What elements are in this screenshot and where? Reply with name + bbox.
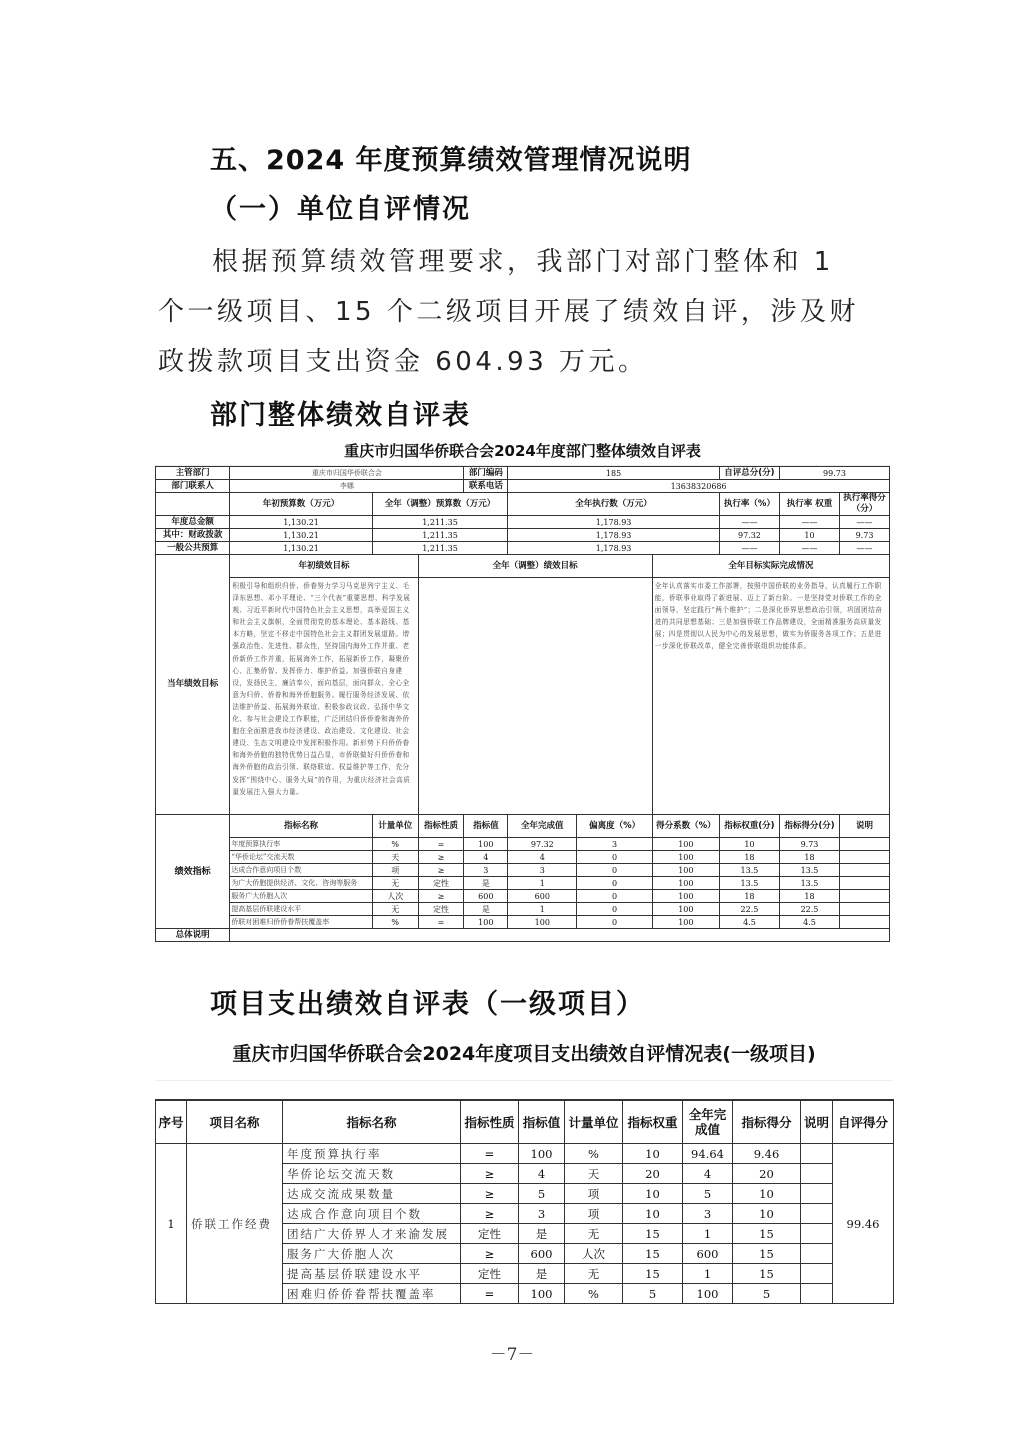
exec-weight-value: —— (779, 516, 839, 529)
indicator-name: 提高基层侨联建设水平 (230, 903, 373, 916)
indicator-nature: ≥ (418, 890, 464, 903)
indicator-weight: 13.5 (719, 864, 779, 877)
indicator-header: 指标值 (464, 815, 508, 838)
project-indicator-target: 600 (519, 1244, 565, 1264)
project-indicator-note (801, 1284, 833, 1304)
project-indicator-unit: % (565, 1284, 623, 1304)
project-indicator-score: 15 (733, 1224, 801, 1244)
project-table-heading: 项目支出绩效自评表（一级项目） (210, 989, 645, 1020)
indicator-header: 指标性质 (418, 815, 464, 838)
indicator-actual: 100 (508, 916, 577, 929)
indicator-target: 是 (464, 877, 508, 890)
indicator-score: 13.5 (779, 877, 839, 890)
indicator-header: 指标得分(分) (779, 815, 839, 838)
phone-value: 13638320686 (508, 480, 890, 493)
indicator-header: 全年完成值 (508, 815, 577, 838)
project-indicator-weight: 15 (623, 1264, 683, 1284)
exec-rate-value: —— (719, 542, 779, 555)
indicator-unit: % (372, 916, 418, 929)
intro-paragraph-text: 根据预算绩效管理要求，我部门对部门整体和 1 个一级项目、15 个二级项目开展了绩效自评，涉及财政拨款项目支出资金 604.93 万元。 (158, 247, 859, 377)
budget-header-blank (156, 493, 230, 516)
budget-adjusted-value: 1,211.35 (372, 529, 507, 542)
project-indicator-note (801, 1264, 833, 1284)
indicator-unit: 无 (372, 877, 418, 890)
exec-score-header: 执行率得分（分） (840, 493, 890, 516)
budget-adjusted-header: 全年（调整）预算数（万元） (372, 493, 507, 516)
budget-row-label: 一般公共预算 (156, 542, 230, 555)
indicator-nature: = (418, 916, 464, 929)
project-indicator-target: 100 (519, 1144, 565, 1164)
indicator-deviation: 0 (577, 851, 652, 864)
project-indicator-actual: 3 (683, 1204, 733, 1224)
indicator-unit: 天 (372, 851, 418, 864)
project-indicator-unit: 天 (565, 1164, 623, 1184)
exec-score-value: —— (840, 516, 890, 529)
project-performance-table (155, 1028, 893, 1304)
project-indicator-nature: ≥ (461, 1244, 519, 1264)
project-indicator-note (801, 1244, 833, 1264)
total-score-value: 99.73 (779, 467, 889, 480)
project-indicator-name: 提高基层侨联建设水平 (283, 1264, 461, 1284)
indicator-target: 100 (464, 916, 508, 929)
indicator-score: 9.73 (779, 838, 839, 851)
indicator-row (156, 851, 890, 864)
project-indicator-name: 达成交流成果数量 (283, 1184, 461, 1204)
indicator-header: 计量单位 (372, 815, 418, 838)
indicator-name: 达成合作意向项目个数 (230, 864, 373, 877)
indicator-nature: = (418, 838, 464, 851)
project-indicator-nature: 定性 (461, 1264, 519, 1284)
indicator-unit: 无 (372, 903, 418, 916)
project-header: 计量单位 (565, 1100, 623, 1144)
budget-row-label: 其中：财政拨款 (156, 529, 230, 542)
project-indicator-score: 15 (733, 1264, 801, 1284)
indicator-row (156, 864, 890, 877)
project-indicator-unit: 项 (565, 1204, 623, 1224)
section-heading: 五、2024 年度预算绩效管理情况说明 (210, 145, 692, 176)
project-indicator-nature: = (461, 1284, 519, 1304)
summary-value (230, 929, 890, 942)
project-self-score: 99.46 (833, 1144, 894, 1304)
project-indicator-unit: % (565, 1144, 623, 1164)
exec-rate-header: 执行率（%） (719, 493, 779, 516)
dept-code-value: 185 (508, 467, 720, 480)
indicator-nature: ≥ (418, 864, 464, 877)
dept-performance-table (155, 437, 890, 942)
exec-score-value: 9.73 (840, 529, 890, 542)
indicator-coef: 100 (652, 851, 719, 864)
indicator-nature: 定性 (418, 903, 464, 916)
project-indicator-target: 5 (519, 1184, 565, 1204)
project-indicator-score: 20 (733, 1164, 801, 1184)
exec-weight-value: 10 (779, 529, 839, 542)
project-indicator-weight: 10 (623, 1204, 683, 1224)
project-indicator-note (801, 1224, 833, 1244)
project-indicator-weight: 20 (623, 1164, 683, 1184)
indicator-note (840, 890, 890, 903)
phone-label: 联系电话 (464, 480, 508, 493)
intro-paragraph (158, 237, 873, 387)
indicator-score: 22.5 (779, 903, 839, 916)
indicator-header: 说明 (840, 815, 890, 838)
indicator-target: 4 (464, 851, 508, 864)
indicator-row (156, 903, 890, 916)
indicator-note (840, 903, 890, 916)
indicators-label: 绩效指标 (156, 815, 230, 929)
indicator-target: 600 (464, 890, 508, 903)
indicator-score: 13.5 (779, 864, 839, 877)
indicator-actual: 3 (508, 864, 577, 877)
indicator-header: 指标名称 (230, 815, 373, 838)
project-indicator-actual: 600 (683, 1244, 733, 1264)
project-table-title: 重庆市归国华侨联合会2024年度项目支出绩效自评情况表(一级项目) (155, 1028, 893, 1081)
project-indicator-weight: 10 (623, 1184, 683, 1204)
project-indicator-note (801, 1144, 833, 1164)
page-number: －7－ (489, 1345, 535, 1365)
indicator-note (840, 851, 890, 864)
exec-weight-value: —— (779, 542, 839, 555)
goal-adjusted-header: 全年（调整）绩效目标 (418, 555, 652, 578)
goal-adjusted-text (418, 578, 652, 815)
project-header: 自评得分 (833, 1100, 894, 1144)
budget-initial-value: 1,130.21 (230, 516, 373, 529)
project-indicator-row (156, 1144, 894, 1164)
executed-value: 1,178.93 (508, 529, 720, 542)
goal-initial-text: 积极引导和组织归侨、侨眷努力学习马克思列宁主义、毛泽东思想、邓小平理论、“三个代表”重要思想、科学发展观、习近平新时代中国特色社会主义思想，高举爱国主义和社会主义旗帜，全面贯彻党的基本理论、基本路线、基本方略，坚定不移走中国特色社会主义群团发展道路。增强政治性、先进性、群众性，坚持国内海外工作并重、老侨新侨工作并重，拓展海外工作，拓展新侨工作，凝聚侨心、汇集侨智、发挥侨力、维护侨益。加强侨联自身建设，发扬民主，廉洁奉公，面向基层，面向群众，全心全意为归侨、侨眷和海外侨胞服务。履行服务经济发展、依法维护侨益、拓展海外联谊、积极参政议政、弘扬中华文化、参与社会建设工作职能，广泛团结归侨侨眷和海外侨胞在全面推进我市经济建设、政治建设、文化建设、社会建设、生态文明建设中发挥积极作用。新形势下归侨侨眷和海外侨胞的独特优势日益凸显，市侨联做好归侨侨眷和海外侨胞的政治引领、联络联谊、权益维护等工作，充分发挥“围绕中心、服务大局”的作用，为重庆经济社会高质量发展注入强大力量。 (230, 578, 418, 815)
project-indicator-score: 5 (733, 1284, 801, 1304)
indicator-name: 服务广大侨胞人次 (230, 890, 373, 903)
project-header: 全年完成值 (683, 1100, 733, 1144)
project-header: 指标性质 (461, 1100, 519, 1144)
project-indicator-nature: ≥ (461, 1184, 519, 1204)
indicator-name: 为广大侨胞提供经济、文化、咨询等服务 (230, 877, 373, 890)
project-indicator-name: 年度预算执行率 (283, 1144, 461, 1164)
indicator-header: 指标权重(分) (719, 815, 779, 838)
indicator-actual: 1 (508, 877, 577, 890)
project-name: 侨联工作经费 (187, 1144, 283, 1304)
indicator-name: 年度预算执行率 (230, 838, 373, 851)
indicator-weight: 18 (719, 890, 779, 903)
project-indicator-nature: ≥ (461, 1204, 519, 1224)
project-indicator-actual: 4 (683, 1164, 733, 1184)
dept-code-label: 部门编码 (464, 467, 508, 480)
project-header: 序号 (156, 1100, 187, 1144)
project-indicator-name: 困难归侨侨眷帮扶覆盖率 (283, 1284, 461, 1304)
budget-row (156, 516, 890, 529)
indicator-deviation: 0 (577, 916, 652, 929)
indicator-weight: 10 (719, 838, 779, 851)
indicator-actual: 600 (508, 890, 577, 903)
indicator-weight: 18 (719, 851, 779, 864)
supervisor-label: 主管部门 (156, 467, 230, 480)
project-indicator-actual: 100 (683, 1284, 733, 1304)
executed-value: 1,178.93 (508, 542, 720, 555)
budget-initial-header: 年初预算数（万元） (230, 493, 373, 516)
indicator-target: 100 (464, 838, 508, 851)
budget-adjusted-value: 1,211.35 (372, 542, 507, 555)
project-header: 项目名称 (187, 1100, 283, 1144)
indicator-row (156, 916, 890, 929)
indicator-note (840, 838, 890, 851)
goal-initial-header: 年初绩效目标 (230, 555, 418, 578)
indicator-deviation: 0 (577, 864, 652, 877)
budget-row-label: 年度总金额 (156, 516, 230, 529)
indicator-deviation: 0 (577, 877, 652, 890)
indicator-header: 偏离度（%） (577, 815, 652, 838)
project-indicator-weight: 5 (623, 1284, 683, 1304)
project-indicator-score: 10 (733, 1184, 801, 1204)
indicator-row (156, 877, 890, 890)
project-indicator-nature: = (461, 1144, 519, 1164)
project-indicator-target: 4 (519, 1164, 565, 1184)
project-indicator-note (801, 1204, 833, 1224)
budget-row (156, 542, 890, 555)
project-indicator-name: 服务广大侨胞人次 (283, 1244, 461, 1264)
project-table-grid (155, 1099, 894, 1304)
project-indicator-weight: 15 (623, 1244, 683, 1264)
project-indicator-unit: 人次 (565, 1244, 623, 1264)
indicator-score: 18 (779, 851, 839, 864)
indicator-actual: 97.32 (508, 838, 577, 851)
project-indicator-unit: 项 (565, 1184, 623, 1204)
project-indicator-nature: 定性 (461, 1224, 519, 1244)
project-indicator-nature: ≥ (461, 1164, 519, 1184)
exec-weight-header: 执行率 权重 (779, 493, 839, 516)
indicator-weight: 4.5 (719, 916, 779, 929)
indicator-coef: 100 (652, 877, 719, 890)
dept-table-title: 重庆市归国华侨联合会2024年度部门整体绩效自评表 (155, 437, 890, 466)
indicator-deviation: 0 (577, 903, 652, 916)
project-indicator-actual: 1 (683, 1264, 733, 1284)
indicator-score: 18 (779, 890, 839, 903)
indicator-header-row (156, 815, 890, 838)
indicator-weight: 22.5 (719, 903, 779, 916)
subsection-heading: （一）单位自评情况 (210, 194, 471, 225)
project-indicator-actual: 94.64 (683, 1144, 733, 1164)
indicator-nature: 定性 (418, 877, 464, 890)
project-indicator-target: 是 (519, 1264, 565, 1284)
budget-initial-value: 1,130.21 (230, 529, 373, 542)
project-indicator-target: 是 (519, 1224, 565, 1244)
indicator-target: 3 (464, 864, 508, 877)
project-header-row (156, 1100, 894, 1144)
dept-table-heading: 部门整体绩效自评表 (210, 400, 471, 431)
project-indicator-unit: 无 (565, 1264, 623, 1284)
indicator-note (840, 916, 890, 929)
indicator-coef: 100 (652, 890, 719, 903)
budget-row (156, 529, 890, 542)
project-indicator-weight: 10 (623, 1144, 683, 1164)
project-header: 说明 (801, 1100, 833, 1144)
exec-rate-value: 97.32 (719, 529, 779, 542)
goal-actual-header: 全年目标实际完成情况 (652, 555, 889, 578)
contact-label: 部门联系人 (156, 480, 230, 493)
indicator-actual: 4 (508, 851, 577, 864)
indicator-unit: 人次 (372, 890, 418, 903)
indicator-deviation: 0 (577, 890, 652, 903)
indicator-note (840, 877, 890, 890)
total-score-label: 自评总分(分) (719, 467, 779, 480)
project-row-number: 1 (156, 1144, 187, 1304)
project-indicator-score: 9.46 (733, 1144, 801, 1164)
project-header: 指标值 (519, 1100, 565, 1144)
contact-value: 李娜 (230, 480, 464, 493)
project-header: 指标得分 (733, 1100, 801, 1144)
indicator-nature: ≥ (418, 851, 464, 864)
indicator-name: 侨联对困难归侨侨眷帮扶覆盖率 (230, 916, 373, 929)
indicator-score: 4.5 (779, 916, 839, 929)
project-header: 指标名称 (283, 1100, 461, 1144)
indicator-header: 得分系数（%） (652, 815, 719, 838)
supervisor-value: 重庆市归国华侨联合会 (230, 467, 464, 480)
project-indicator-score: 10 (733, 1204, 801, 1224)
executed-header: 全年执行数（万元） (508, 493, 720, 516)
project-indicator-note (801, 1184, 833, 1204)
indicator-coef: 100 (652, 916, 719, 929)
project-indicator-note (801, 1164, 833, 1184)
project-indicator-target: 100 (519, 1284, 565, 1304)
goal-label: 当年绩效目标 (156, 555, 230, 815)
indicator-coef: 100 (652, 838, 719, 851)
indicator-coef: 100 (652, 864, 719, 877)
project-indicator-unit: 无 (565, 1224, 623, 1244)
indicator-name: “华侨论坛”交流天数 (230, 851, 373, 864)
indicator-weight: 13.5 (719, 877, 779, 890)
summary-label: 总体说明 (156, 929, 230, 942)
project-indicator-score: 15 (733, 1244, 801, 1264)
indicator-row (156, 890, 890, 903)
indicator-row (156, 838, 890, 851)
exec-score-value: —— (840, 542, 890, 555)
project-indicator-actual: 1 (683, 1224, 733, 1244)
exec-rate-value: —— (719, 516, 779, 529)
indicator-unit: 项 (372, 864, 418, 877)
project-indicator-name: 达成合作意向项目个数 (283, 1204, 461, 1224)
project-indicator-actual: 5 (683, 1184, 733, 1204)
indicator-unit: % (372, 838, 418, 851)
project-indicator-name: 团结广大侨界人才来渝发展 (283, 1224, 461, 1244)
project-indicator-name: 华侨论坛交流天数 (283, 1164, 461, 1184)
dept-table-grid (155, 466, 890, 942)
project-indicator-target: 3 (519, 1204, 565, 1224)
indicator-note (840, 864, 890, 877)
executed-value: 1,178.93 (508, 516, 720, 529)
indicator-deviation: 3 (577, 838, 652, 851)
indicator-coef: 100 (652, 903, 719, 916)
project-header: 指标权重 (623, 1100, 683, 1144)
goal-actual-text: 全年认真落实市委工作部署，按照中国侨联的业务指导，认真履行工作职能，侨联事业取得了新进展、迈上了新台阶。一是坚持党对侨联工作的全面领导，坚定践行“两个维护”；二是深化侨界思想政治引领，巩固团结奋进的共同思想基础；三是加强侨联工作品牌建设，全面精准服务高质量发展；四是贯彻以人民为中心的发展思想，做实为侨服务各项工作；五是进一步深化侨联改革，健全完善侨联组织功能体系。 (652, 578, 889, 815)
budget-adjusted-value: 1,211.35 (372, 516, 507, 529)
budget-initial-value: 1,130.21 (230, 542, 373, 555)
project-indicator-weight: 15 (623, 1224, 683, 1244)
indicator-target: 是 (464, 903, 508, 916)
indicator-actual: 1 (508, 903, 577, 916)
